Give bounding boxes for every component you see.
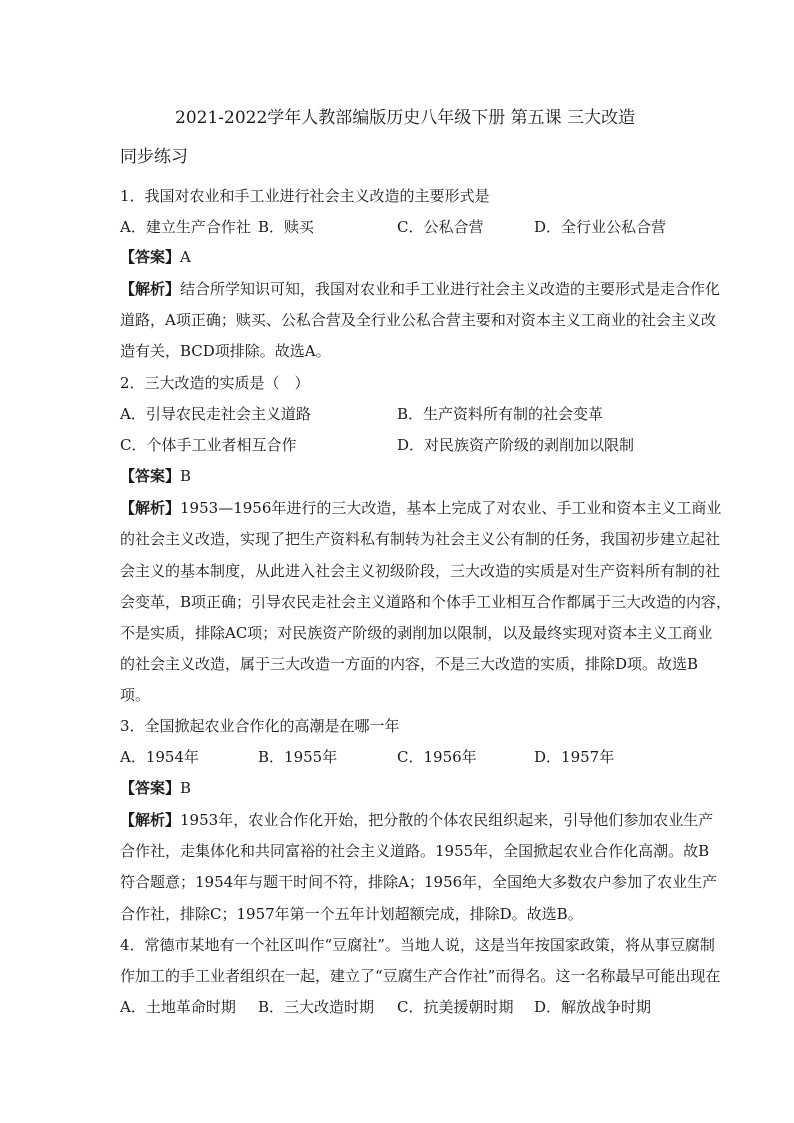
q2-answer <box>120 466 191 486</box>
q1-analysis-line: 道路，A项正确；赎买、公私合营及全行业公私合营主要和对资本主义工商业的社会主义改 <box>120 311 716 329</box>
q3-answer <box>120 778 191 798</box>
answer-tag: 【答案】 <box>120 248 181 266</box>
q4-option-d: D．解放战争时期 <box>534 998 652 1016</box>
analysis-tag: 【解析】 <box>120 811 181 829</box>
question-2-stem: 2．三大改造的实质是（ ） <box>120 374 310 392</box>
question-4-stem-line: 4．常德市某地有一个社区叫作“豆腐社”。当地人说，这是当年按国家政策，将从事豆腐制 <box>120 936 715 954</box>
document-subtitle: 同步练习 <box>120 147 188 167</box>
q2-analysis-line: 不是实质，排除AC项；对民族资产阶级的剥削加以限制，以及最终实现对资本主义工商业 <box>120 624 713 642</box>
q3-analysis-line: 符合题意；1954年与题干时间不符，排除A；1956年，全国绝大多数农户参加了农业生产 <box>120 873 718 891</box>
question-1-stem: 1．我国对农业和手工业进行社会主义改造的主要形式是 <box>120 187 490 205</box>
q2-analysis-line: 会变革，B项正确；引导农民走社会主义道路和个体手工业相互合作都属于三大改造的内容， <box>120 593 732 611</box>
answer-tag: 【答案】 <box>120 779 181 797</box>
answer-value: B <box>180 779 192 797</box>
document-title: 2021-2022学年人教部编版历史八年级下册 第五课 三大改造 <box>175 108 636 128</box>
q1-analysis-line: 【解析】结合所学知识可知，我国对农业和手工业进行社会主义改造的主要形式是走合作化 <box>120 280 721 298</box>
q3-analysis-line: 【解析】1953年，农业合作化开始，把分散的个体农民组织起来，引导他们参加农业生产 <box>120 811 714 829</box>
q2-analysis-line: 会主义的基本制度，从此进入社会主义初级阶段，三大改造的实质是对生产资料所有制的社 <box>120 562 721 580</box>
q1-option-a: A．建立生产合作社 <box>120 218 251 236</box>
q2-option-b: B．生产资料所有制的社会变革 <box>397 405 604 423</box>
answer-value: B <box>180 467 192 485</box>
q3-analysis-line: 合作社，排除C；1957年第一个五年计划超额完成，排除D。故选B。 <box>120 905 583 923</box>
q3-option-b: B．1955年 <box>258 748 338 766</box>
q1-answer <box>120 247 191 267</box>
q4-option-a: A．土地革命时期 <box>120 998 236 1016</box>
q3-analysis-line: 合作社，走集体化和共同富裕的社会主义道路。1955年，全国掀起农业合作化高潮。故B <box>120 842 710 860</box>
q1-option-d: D．全行业公私合营 <box>534 218 667 236</box>
q2-analysis-line: 的社会主义改造，属于三大改造一方面的内容，不是三大改造的实质，排除D项。故选B <box>120 655 699 673</box>
q2-analysis-line: 的社会主义改造，实现了把生产资料私有制转为社会主义公有制的任务，我国初步建立起社 <box>120 530 721 548</box>
q4-option-b: B．三大改造时期 <box>258 998 375 1016</box>
answer-value: A <box>180 248 191 266</box>
question-3-stem: 3．全国掀起农业合作化的高潮是在哪一年 <box>120 717 400 735</box>
q1-option-c: C．公私合营 <box>397 218 484 236</box>
q3-option-c: C．1956年 <box>397 748 477 766</box>
analysis-tag: 【解析】 <box>120 280 181 298</box>
q3-option-d: D．1957年 <box>534 748 615 766</box>
q1-option-b: B．赎买 <box>258 218 315 236</box>
q1-analysis-line: 造有关，BCD项排除。故选A。 <box>120 342 331 360</box>
answer-tag: 【答案】 <box>120 467 181 485</box>
question-4-stem-line: 作加工的手工业者组织在一起，建立了“豆腐生产合作社”而得名。这一名称最早可能出现在 <box>120 967 721 985</box>
q2-analysis-line: 项。 <box>120 686 151 704</box>
q2-option-d: D．对民族资产阶级的剥削加以限制 <box>397 436 635 454</box>
q2-analysis-line: 【解析】1953—1956年进行的三大改造，基本上完成了对农业、手工业和资本主义工商业 <box>120 499 722 517</box>
q3-option-a: A．1954年 <box>120 748 200 766</box>
q2-option-a: A．引导农民走社会主义道路 <box>120 405 311 423</box>
analysis-tag: 【解析】 <box>120 499 181 517</box>
q4-option-c: C．抗美援朝时期 <box>397 998 514 1016</box>
q2-option-c: C．个体手工业者相互合作 <box>120 436 297 454</box>
